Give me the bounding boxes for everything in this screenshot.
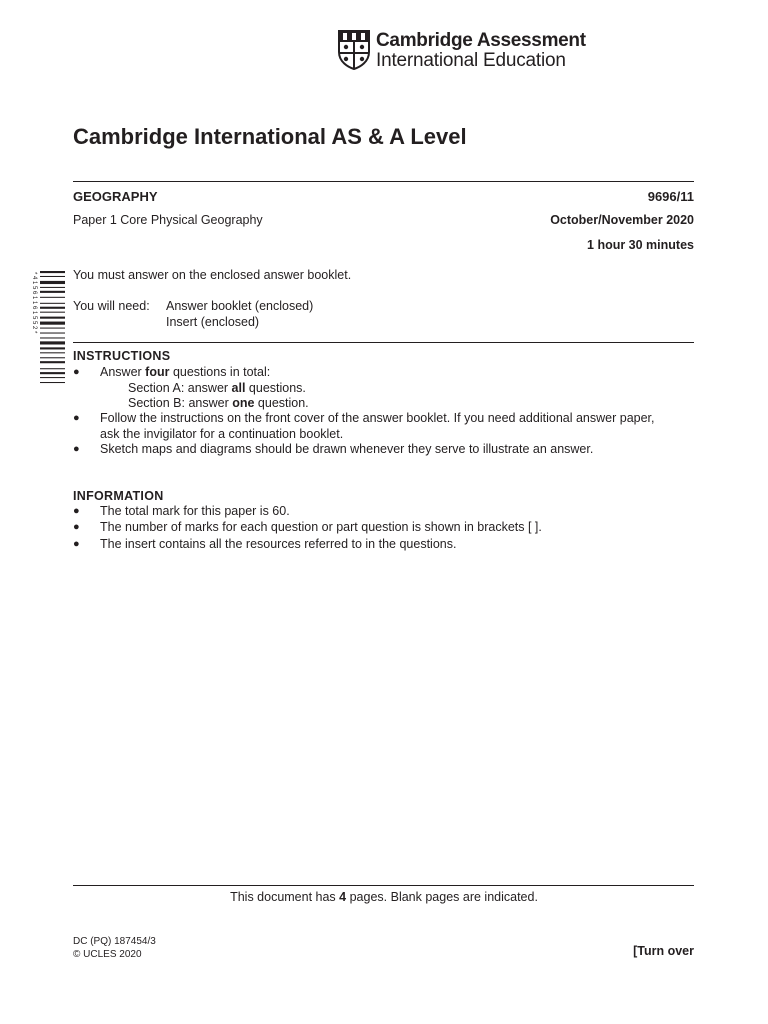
barcode-bar <box>40 333 65 334</box>
turn-over-label: [Turn over <box>633 944 694 958</box>
barcode-bar <box>40 341 65 344</box>
information-heading: INFORMATION <box>73 489 164 503</box>
bullet: ● <box>73 505 80 517</box>
logo-line-1: Cambridge Assessment <box>376 30 586 51</box>
information-item-1: The total mark for this paper is 60. <box>100 504 290 518</box>
barcode-bar <box>40 361 65 363</box>
you-will-need-label: You will need: <box>73 299 150 313</box>
copyright: © UCLES 2020 <box>73 949 142 960</box>
need-item-1: Answer booklet (enclosed) <box>166 299 314 313</box>
paper-code: 9696/11 <box>647 189 694 204</box>
instructions-heading: INSTRUCTIONS <box>73 349 171 363</box>
instruction-1: Answer four questions in total: <box>100 365 271 379</box>
page-count-note: This document has 4 pages. Blank pages are indicated. <box>230 890 538 904</box>
barcode-bar <box>40 287 65 288</box>
barcode-bar <box>40 271 65 273</box>
barcode-digits: * 4 1 5 6 1 1 6 1 5 5 2 * <box>31 272 37 334</box>
barcode-bar <box>40 281 65 284</box>
cambridge-logo <box>338 30 586 72</box>
exam-session: October/November 2020 <box>550 213 694 227</box>
bullet: ● <box>73 412 80 424</box>
barcode-bar <box>40 357 65 358</box>
barcode-bar <box>40 303 65 304</box>
barcode-bar <box>40 372 65 374</box>
exam-duration: 1 hour 30 minutes <box>587 238 694 252</box>
barcode-bar <box>40 352 65 353</box>
instruction-section-a: Section A: answer all questions. <box>128 381 306 395</box>
information-item-3: The insert contains all the resources referred to in the questions. <box>100 537 457 551</box>
candidate-barcode <box>27 271 65 413</box>
bullet: ● <box>73 366 80 378</box>
barcode-bar <box>40 322 65 325</box>
barcode-bar <box>40 337 65 338</box>
barcode-bar <box>40 317 65 319</box>
need-item-2: Insert (enclosed) <box>166 315 260 329</box>
barcode-bar <box>40 312 65 313</box>
instruction-section-b: Section B: answer one question. <box>128 396 309 410</box>
instruction-2-line-2: ask the invigilator for a continuation booklet. <box>100 427 344 441</box>
bullet: ● <box>73 521 80 533</box>
qualification-title: Cambridge International AS & A Level <box>73 124 467 149</box>
bullet: ● <box>73 538 80 550</box>
barcode-bar <box>40 328 65 329</box>
information-item-2: The number of marks for each question or part question is shown in brackets [ ]. <box>100 520 542 534</box>
cambridge-shield-icon <box>338 30 370 70</box>
barcode-bar <box>40 347 65 349</box>
answer-note: You must answer on the enclosed answer booklet. <box>73 268 352 282</box>
instruction-3: Sketch maps and diagrams should be drawn whenever they serve to illustrate an answer. <box>100 442 594 456</box>
dc-reference: DC (PQ) 187454/3 <box>73 936 156 947</box>
barcode-bar <box>40 382 65 383</box>
barcode-bar <box>40 368 65 369</box>
bullet: ● <box>73 443 80 455</box>
logo-line-2: International Education <box>376 50 566 71</box>
barcode-bar <box>40 307 65 309</box>
barcode-bar <box>40 291 65 293</box>
footer-rule <box>73 885 694 886</box>
instruction-2-line-1: Follow the instructions on the front cover of the answer booklet. If you need additional answer paper, <box>100 411 655 425</box>
barcode-bar <box>40 297 65 298</box>
header-rule <box>73 181 694 182</box>
subject-name: GEOGRAPHY <box>73 189 158 204</box>
barcode-bar <box>40 276 65 277</box>
document-code <box>73 935 156 961</box>
barcode-bar <box>40 377 65 378</box>
paper-title: Paper 1 Core Physical Geography <box>73 213 263 227</box>
instructions-rule <box>73 342 694 343</box>
